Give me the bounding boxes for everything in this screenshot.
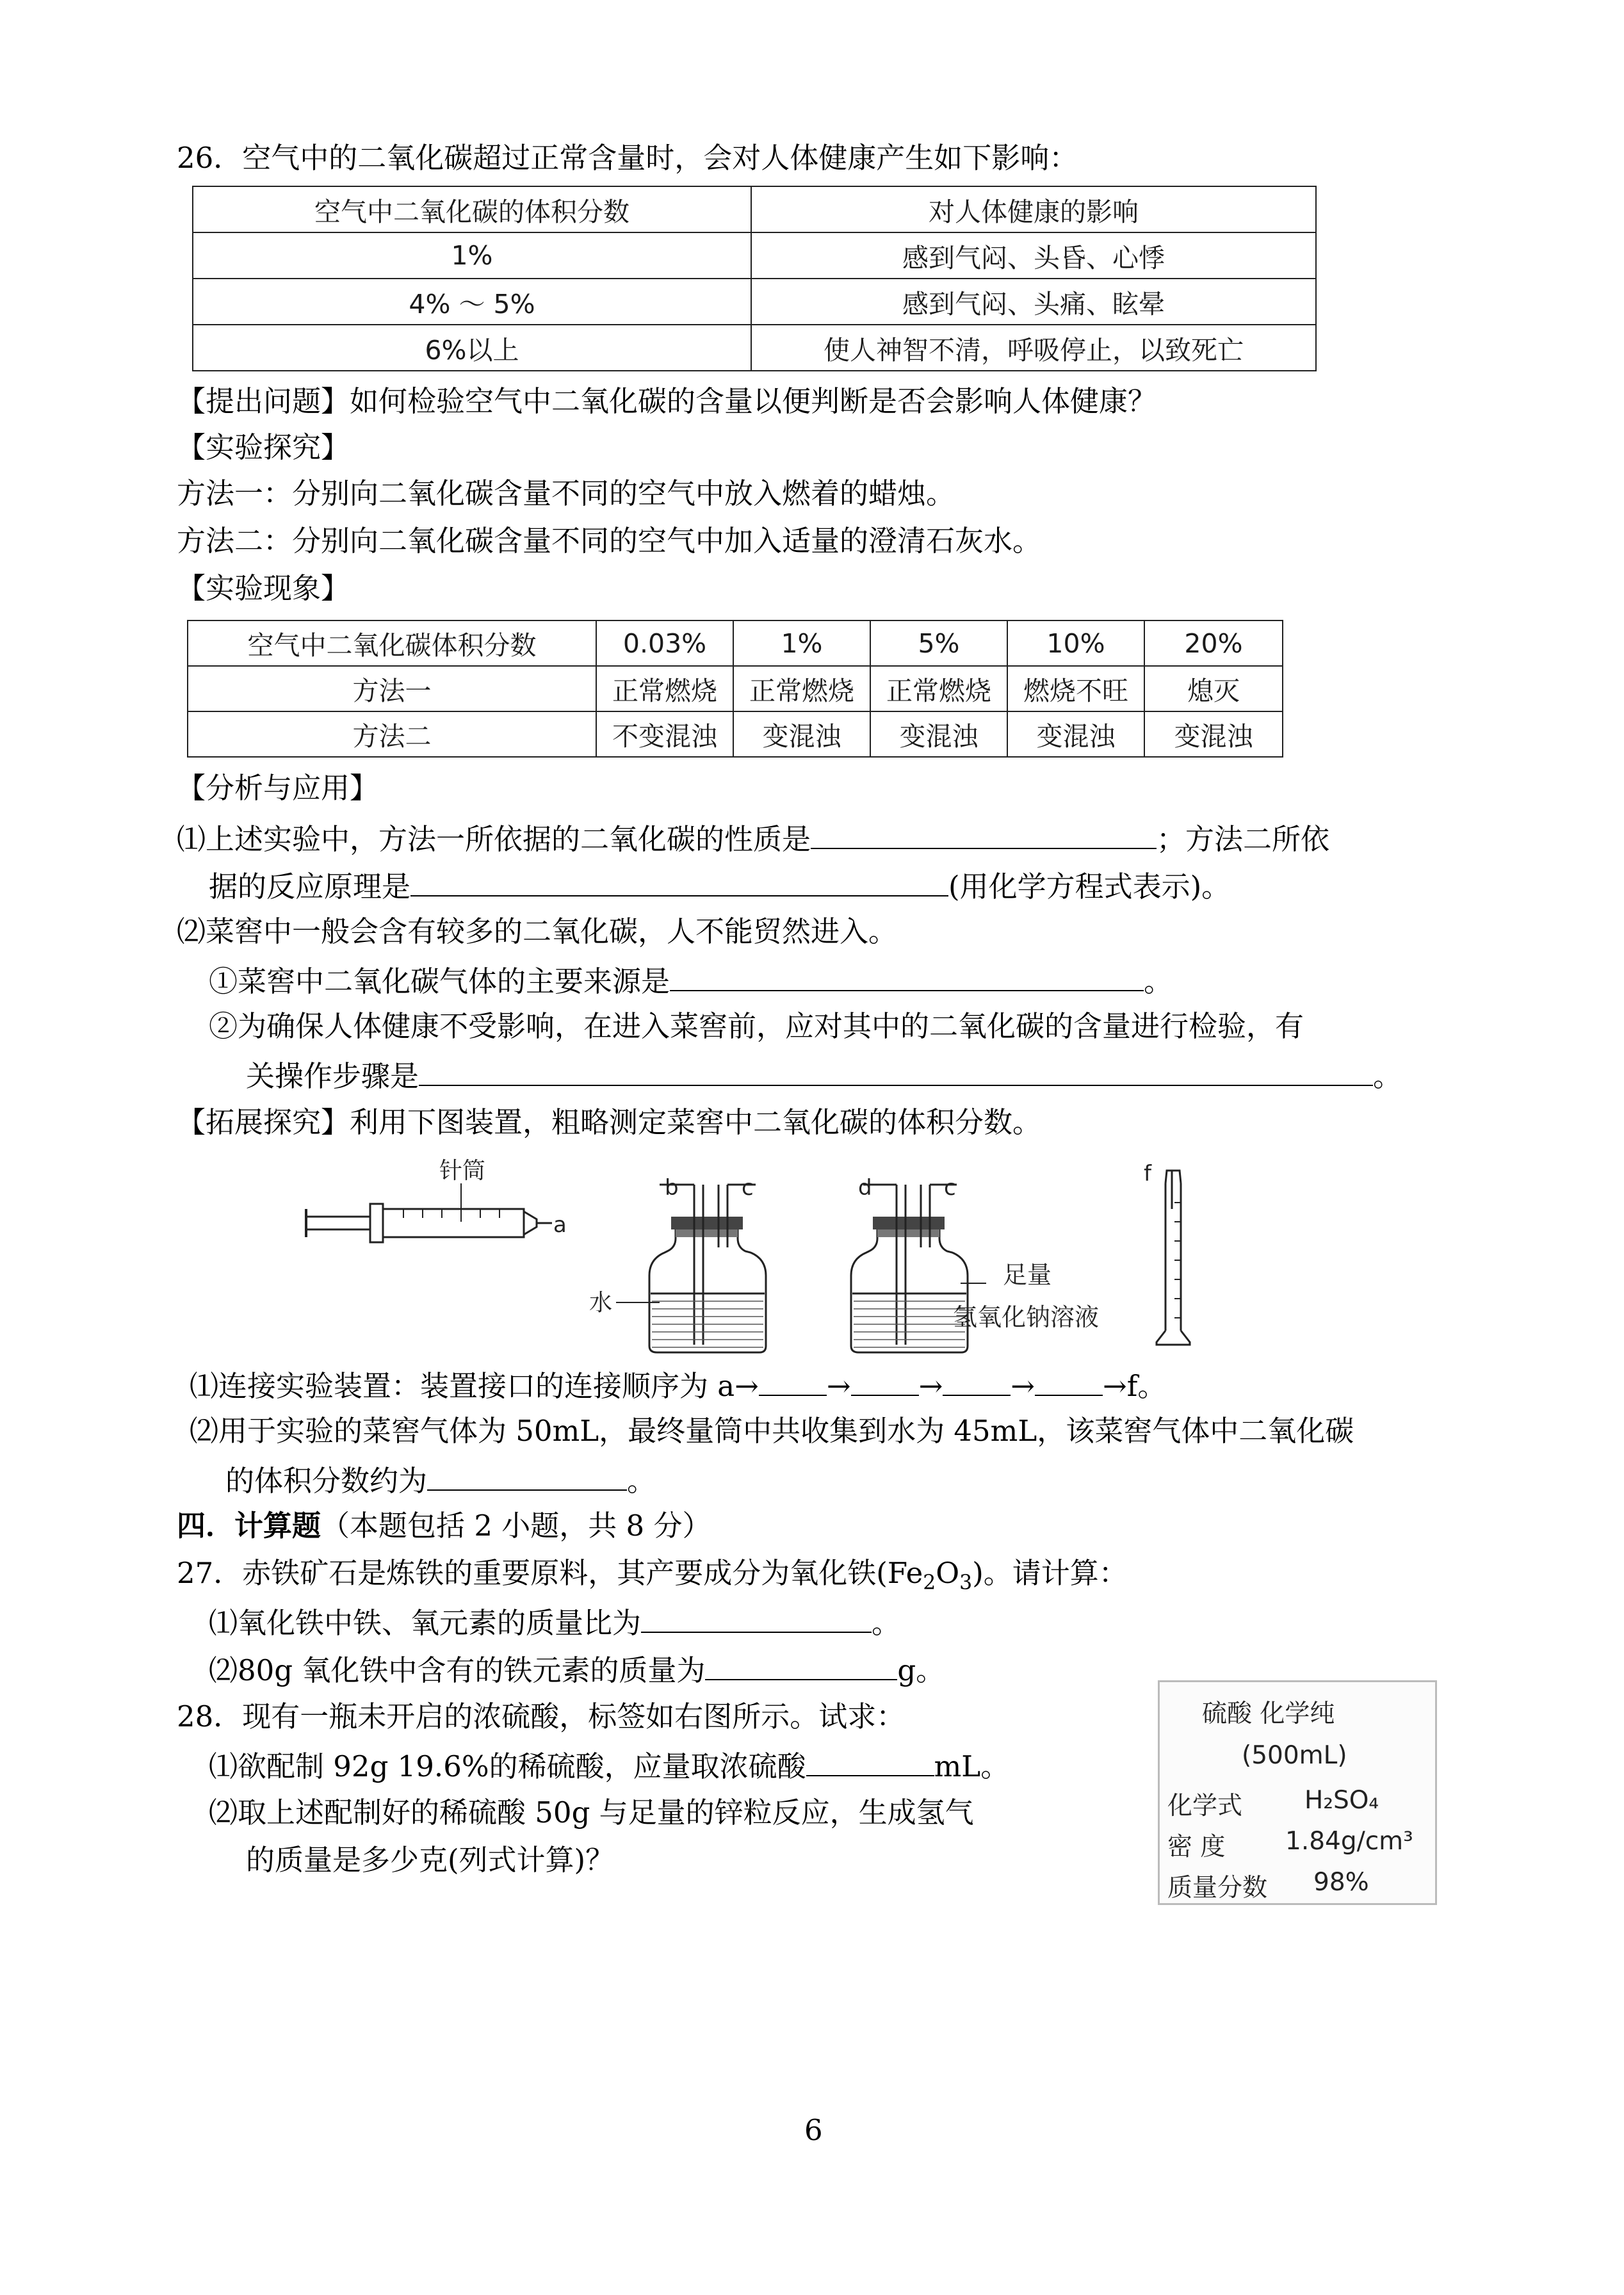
analysis-heading: 【分析与应用】 — [177, 771, 379, 805]
table-cell: 熄灭 — [1144, 666, 1283, 711]
graduated-cylinder-icon — [1157, 1171, 1190, 1345]
method-one: 方法一：分别向二氧化碳含量不同的空气中放入燃着的蜡烛。 — [177, 476, 955, 510]
table-row — [193, 232, 1316, 279]
method-two: 方法二：分别向二氧化碳含量不同的空气中加入适量的澄清石灰水。 — [177, 524, 1042, 558]
analysis-q2-sub1 — [209, 959, 1173, 1002]
table-header: 20% — [1144, 620, 1283, 666]
text: ⑴氧化铁中铁、氧元素的质量比为 — [209, 1606, 642, 1640]
table-cell: 变混浊 — [1007, 711, 1144, 757]
water-label: 水 — [589, 1290, 613, 1316]
answer-blank[interactable] — [1035, 1364, 1103, 1396]
table-cell: 方法一 — [188, 666, 596, 711]
table-row — [193, 279, 1316, 325]
table-cell: 方法二 — [188, 711, 596, 757]
table-cell: 正常燃烧 — [870, 666, 1007, 711]
port-c2-label: c — [944, 1175, 956, 1201]
table-header: 0.03% — [596, 620, 733, 666]
naoh-label: 氢氧化钠溶液 — [953, 1303, 1100, 1331]
table-header: 空气中二氧化碳体积分数 — [188, 620, 596, 666]
port-a-label: a — [553, 1212, 567, 1238]
text: 。 — [872, 1606, 901, 1640]
label-volume: (500mL) — [1242, 1741, 1347, 1770]
text: ⑴欲配制 92g 19.6%的稀硫酸，应量取浓硫酸 — [209, 1749, 806, 1783]
q27-part2 — [209, 1648, 945, 1691]
text: )。请计算： — [972, 1556, 1128, 1590]
table-cell: 正常燃烧 — [733, 666, 870, 711]
port-b-label: b — [665, 1175, 679, 1201]
text: →f。 — [1103, 1369, 1167, 1403]
text: ；方法二所依 — [1157, 822, 1330, 856]
section-title: 四．计算题 — [177, 1509, 321, 1543]
text: → — [1011, 1369, 1035, 1403]
table-cell: 1% — [193, 232, 751, 279]
text: ⑴上述实验中，方法一所依据的二氧化碳的性质是 — [177, 822, 811, 856]
text: (用化学方程式表示)。 — [948, 870, 1231, 904]
q26-intro: 26．空气中的二氧化碳超过正常含量时，会对人体健康产生如下影响： — [177, 141, 1078, 175]
answer-blank[interactable] — [670, 959, 1144, 991]
text: g。 — [897, 1653, 945, 1687]
table-row — [193, 325, 1316, 371]
question-statement: 【提出问题】如何检验空气中二氧化碳的含量以便判断是否会影响人体健康？ — [177, 384, 1157, 418]
port-d-label: d — [858, 1175, 872, 1201]
co2-health-table — [192, 186, 1317, 371]
extend-q2: ⑵用于实验的菜窖气体为 50mL，最终量筒中共收集到水为 45mL，该菜窖气体中二氧化碳 — [190, 1414, 1354, 1448]
analysis-q1-line2 — [209, 864, 1230, 907]
table-header: 对人体健康的影响 — [751, 186, 1316, 232]
table-cell: 燃烧不旺 — [1007, 666, 1144, 711]
analysis-q2-sub2-line2 — [246, 1054, 1402, 1096]
subscript: 3 — [959, 1571, 973, 1594]
answer-blank[interactable] — [427, 1459, 627, 1491]
answer-blank[interactable] — [410, 864, 948, 896]
label-mass: 98% — [1313, 1868, 1369, 1897]
text: → — [918, 1369, 943, 1403]
text: 27．赤铁矿石是炼铁的重要原料，其产要成分为氧化铁(Fe — [177, 1556, 923, 1590]
port-c-label: c — [742, 1175, 754, 1201]
extend-heading: 【拓展探究】利用下图装置，粗略测定菜窖中二氧化碳的体积分数。 — [177, 1105, 1042, 1139]
water-bottle-icon — [616, 1185, 766, 1352]
answer-blank[interactable] — [419, 1054, 1373, 1086]
table-cell: 使人神智不清，呼吸停止，以致死亡 — [751, 325, 1316, 371]
answer-blank[interactable] — [705, 1648, 897, 1680]
text: ⑵80g 氧化铁中含有的铁元素的质量为 — [209, 1653, 706, 1687]
enough-label: 足量 — [1003, 1261, 1052, 1289]
text: O — [936, 1556, 960, 1590]
table-header: 10% — [1007, 620, 1144, 666]
text: 关操作步骤是 — [246, 1059, 419, 1093]
q27-intro — [177, 1553, 1128, 1603]
section-note: （本题包括 2 小题，共 8 分） — [321, 1509, 711, 1543]
label-density-label: 密 度 — [1167, 1833, 1226, 1861]
text: ⑴连接实验装置：装置接口的连接顺序为 a→ — [190, 1369, 759, 1403]
text: 。 — [1144, 964, 1173, 998]
section-four-heading — [177, 1506, 711, 1546]
table-header: 5% — [870, 620, 1007, 666]
label-title: 硫酸 化学纯 — [1202, 1699, 1335, 1728]
q28-part2-line2: 的质量是多少克(列式计算)？ — [246, 1843, 615, 1877]
answer-blank[interactable] — [759, 1364, 827, 1396]
text: 。 — [1373, 1059, 1402, 1093]
syringe-icon — [306, 1183, 552, 1242]
q28-intro: 28．现有一瓶未开启的浓硫酸，标签如右图所示。试求： — [177, 1699, 905, 1733]
explore-heading: 【实验探究】 — [177, 430, 350, 464]
table-cell: 4% ～ 5% — [193, 279, 751, 325]
table-cell: 感到气闷、头昏、心悸 — [751, 232, 1316, 279]
q28-part1 — [209, 1744, 1009, 1787]
text: ①菜窖中二氧化碳气体的主要来源是 — [209, 964, 670, 998]
table-header-row — [188, 620, 1283, 666]
answer-blank[interactable] — [943, 1364, 1011, 1396]
text: mL。 — [934, 1749, 1010, 1783]
text: → — [826, 1369, 851, 1403]
port-f-label: f — [1144, 1161, 1151, 1187]
table-cell: 变混浊 — [1144, 711, 1283, 757]
analysis-q2: ⑵菜窖中一般会含有较多的二氧化碳，人不能贸然进入。 — [177, 914, 898, 948]
subscript: 2 — [923, 1571, 936, 1594]
text: 据的反应原理是 — [209, 870, 411, 904]
answer-blank[interactable] — [806, 1744, 934, 1776]
phenomena-heading: 【实验现象】 — [177, 571, 350, 605]
text: 。 — [627, 1464, 656, 1498]
page-number: 6 — [804, 2113, 823, 2147]
acid-bottle-label — [1158, 1680, 1437, 1905]
q28-part2: ⑵取上述配制好的稀硫酸 50g 与足量的锌粒反应，生成氢气 — [209, 1796, 974, 1829]
apparatus-diagram — [301, 1158, 1210, 1363]
table-header: 1% — [733, 620, 870, 666]
analysis-q1-line1 — [177, 817, 1329, 859]
answer-blank[interactable] — [811, 817, 1157, 849]
phenomena-table — [187, 620, 1283, 758]
label-density: 1.84g/cm³ — [1285, 1827, 1413, 1856]
answer-blank[interactable] — [851, 1364, 919, 1396]
extend-q2-line2 — [225, 1459, 656, 1501]
answer-blank[interactable] — [641, 1601, 872, 1633]
table-cell: 感到气闷、头痛、眩晕 — [751, 279, 1316, 325]
q27-part1 — [209, 1601, 900, 1643]
table-row — [188, 666, 1283, 711]
table-header: 空气中二氧化碳的体积分数 — [193, 186, 751, 232]
extend-q1 — [190, 1364, 1166, 1406]
text: 的体积分数约为 — [225, 1464, 428, 1498]
table-cell: 变混浊 — [733, 711, 870, 757]
table-cell: 变混浊 — [870, 711, 1007, 757]
table-cell: 6%以上 — [193, 325, 751, 371]
table-cell: 不变混浊 — [596, 711, 733, 757]
table-cell: 正常燃烧 — [596, 666, 733, 711]
syringe-label: 针筒 — [439, 1158, 486, 1184]
label-formula: H₂SO₄ — [1304, 1786, 1379, 1815]
table-header-row — [193, 186, 1316, 232]
label-formula-label: 化学式 — [1167, 1792, 1243, 1821]
analysis-q2-sub2: ②为确保人体健康不受影响，在进入菜窖前，应对其中的二氧化碳的含量进行检验，有 — [209, 1009, 1304, 1043]
label-mass-label: 质量分数 — [1167, 1874, 1268, 1902]
table-row — [188, 711, 1283, 757]
